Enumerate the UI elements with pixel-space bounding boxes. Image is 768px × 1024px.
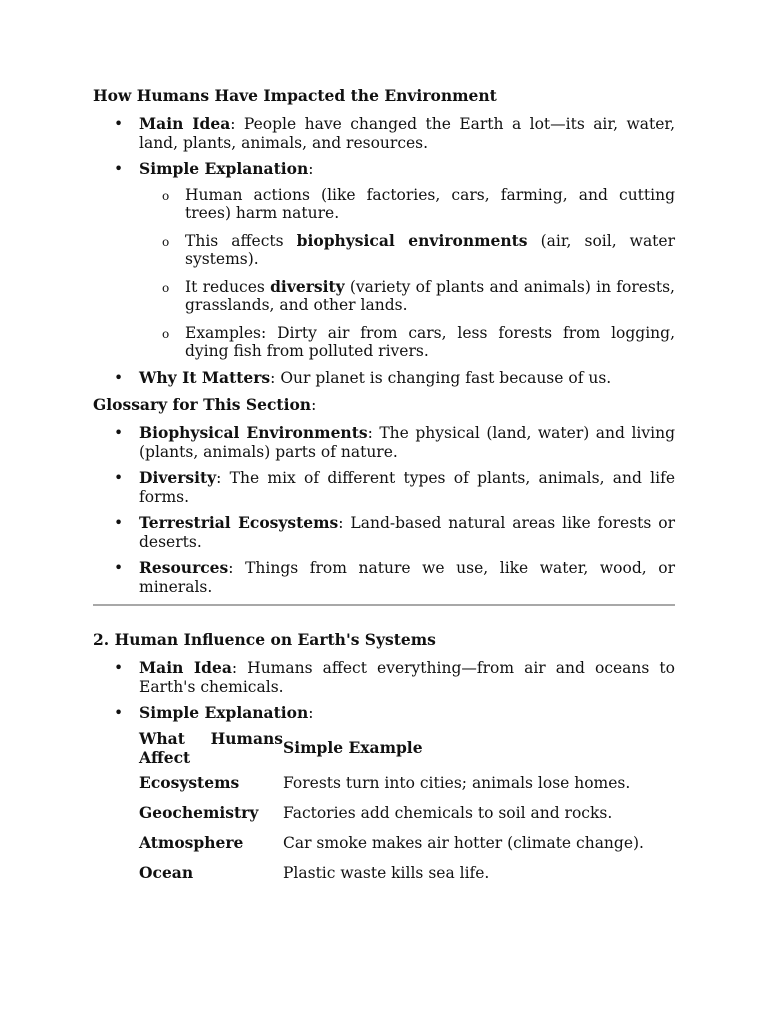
document-page — [93, 86, 675, 897]
table-cell: Ecosystems — [139, 773, 240, 793]
why-it-matters-text: : Our planet is changing fast because of us. — [270, 368, 612, 387]
main-idea-text: : Humans affect everything—from air and oceans to Earth's chemicals. — [139, 659, 675, 696]
sub-item-text: (air, soil, water systems). — [185, 231, 675, 268]
table-row — [139, 859, 644, 889]
glossary-term: Biophysical Environments — [139, 423, 368, 442]
glossary-definition: : The physical (land, water) and living (plants, animals) parts of nature. — [139, 424, 675, 461]
table-cell: Plastic waste kills sea life. — [283, 864, 490, 883]
colon-text: : — [308, 704, 314, 722]
table-row — [139, 799, 644, 829]
sub-list-item — [139, 324, 675, 361]
table-header-row — [139, 729, 644, 769]
list-item — [93, 115, 675, 152]
sub-item-text: It reduces — [185, 277, 271, 296]
table-header-cell: What Humans Affect — [139, 729, 283, 767]
colon-text: : — [308, 160, 314, 178]
bullet-icon: • — [114, 469, 124, 487]
table-row — [139, 769, 644, 799]
simple-explanation-label: Simple Explanation — [139, 703, 309, 722]
table-row — [139, 829, 644, 859]
main-idea-label: Main Idea — [139, 658, 232, 677]
why-it-matters-label: Why It Matters — [139, 367, 271, 387]
hollow-bullet-icon: o — [162, 234, 170, 249]
table-cell: Forests turn into cities; animals lose homes. — [283, 774, 631, 793]
sub-list-item — [139, 278, 675, 315]
glossary-item — [93, 514, 675, 551]
sub-item-text: This affects — [185, 231, 297, 250]
list-item — [93, 659, 675, 696]
list-item — [93, 160, 675, 361]
bullet-icon: • — [114, 559, 124, 577]
sub-list-item — [139, 232, 675, 269]
glossary-term: Resources — [139, 558, 229, 577]
glossary-item — [93, 424, 675, 461]
glossary-title-text: Glossary for This Section — [93, 395, 312, 414]
sub-list-item — [139, 186, 675, 223]
table-cell: Atmosphere — [139, 833, 244, 853]
table-cell: Car smoke makes air hotter (climate change). — [283, 834, 644, 853]
hollow-bullet-icon: o — [162, 188, 170, 203]
table-header-cell: Simple Example — [283, 738, 423, 758]
section-bullet-list — [93, 659, 675, 889]
bullet-icon: • — [114, 704, 124, 722]
sub-item-bold: biophysical environments — [296, 230, 528, 250]
section-bullet-list — [93, 115, 675, 387]
glossary-term: Terrestrial Ecosystems — [139, 513, 339, 532]
sub-bullet-list — [139, 186, 675, 361]
main-idea-text: : People have changed the Earth a lot—its air, water, land, plants, animals, and resources. — [139, 115, 675, 152]
horizontal-divider — [93, 604, 675, 606]
hollow-bullet-icon: o — [162, 326, 170, 341]
example-table — [139, 729, 644, 889]
glossary-item — [93, 559, 675, 596]
glossary-definition: : Land-based natural areas like forests or deserts. — [139, 514, 675, 551]
glossary-title — [93, 395, 675, 415]
bullet-icon: • — [114, 368, 124, 387]
table-cell: Factories add chemicals to soil and rocks. — [283, 804, 613, 823]
glossary-definition: : Things from nature we use, like water, wood, or minerals. — [139, 559, 675, 596]
glossary-definition: : The mix of different types of plants, animals, and life forms. — [139, 469, 675, 506]
section-title: 2. Human Influence on Earth's Systems — [93, 630, 436, 649]
sub-item-text: Examples: Dirty air from cars, less forests from logging, dying fish from polluted rivers. — [185, 323, 675, 360]
sub-item-text: Human actions (like factories, cars, farming, and cutting trees) harm nature. — [185, 185, 675, 222]
simple-explanation-label: Simple Explanation — [139, 159, 309, 178]
table-cell: Geochemistry — [139, 803, 259, 823]
bullet-icon: • — [114, 160, 124, 178]
bullet-icon: • — [114, 424, 124, 442]
main-idea-label: Main Idea — [139, 114, 231, 133]
bullet-icon: • — [114, 659, 124, 677]
list-item — [93, 704, 675, 889]
list-item — [93, 369, 675, 388]
table-cell: Ocean — [139, 863, 194, 883]
bullet-icon: • — [114, 115, 124, 133]
section-title: How Humans Have Impacted the Environment — [93, 86, 497, 105]
bullet-icon: • — [114, 514, 124, 532]
sub-item-text: (variety of plants and animals) in forests, grasslands, and other lands. — [185, 277, 675, 314]
hollow-bullet-icon: o — [162, 280, 170, 295]
glossary-term: Diversity — [139, 468, 217, 487]
colon-text: : — [311, 396, 317, 414]
glossary-list — [93, 424, 675, 596]
glossary-item — [93, 469, 675, 506]
sub-item-bold: diversity — [270, 276, 345, 296]
